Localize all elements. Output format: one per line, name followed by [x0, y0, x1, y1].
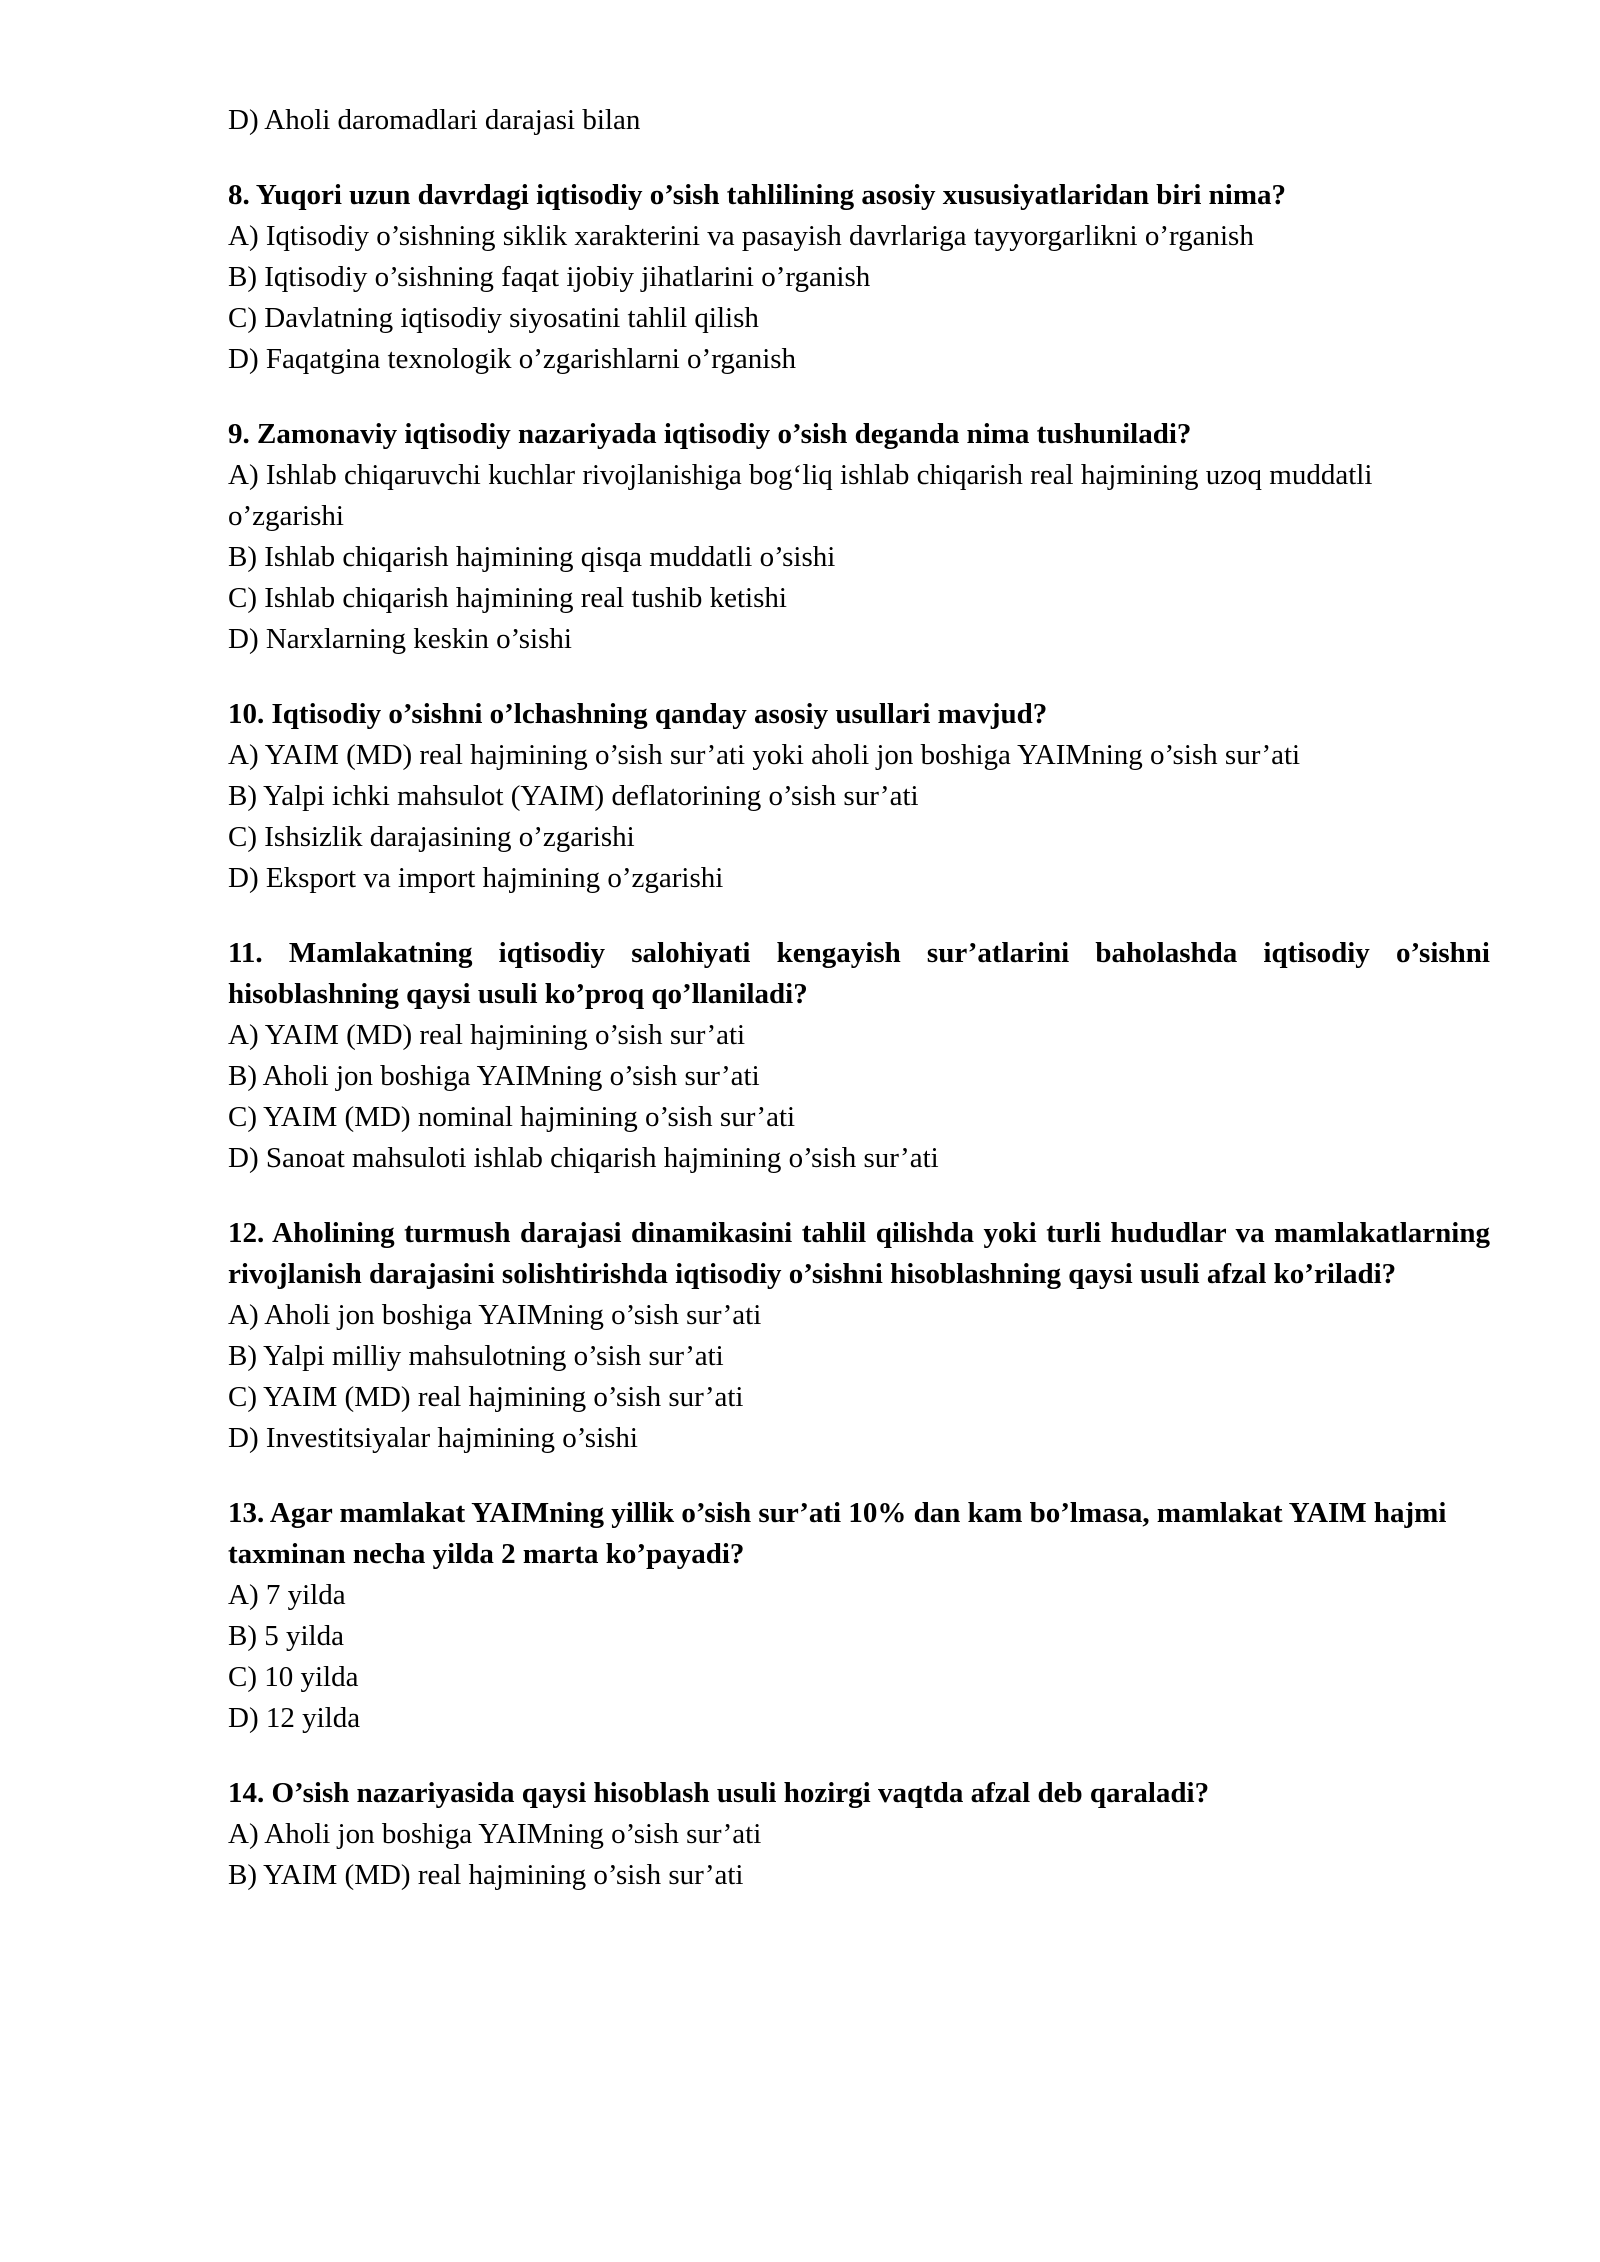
question-block-9: [228, 414, 1490, 660]
option-list: [228, 216, 1490, 380]
continued-option-d: D) Aholi daromadlari darajasi bilan: [228, 104, 641, 136]
option-b[interactable]: B) Yalpi milliy mahsulotning o’sish sur’ati: [228, 1340, 724, 1372]
option-list: [228, 735, 1490, 899]
option-c[interactable]: C) Ishlab chiqarish hajmining real tushib ketishi: [228, 582, 787, 614]
question-heading: 13. Agar mamlakat YAIMning yillik o’sish sur’ati 10% dan kam bo’lmasa, mamlakat YAIM hajmi taxminan necha yilda 2 marta ko’payadi?: [228, 1497, 1447, 1570]
question-block-11: [228, 933, 1490, 1179]
option-b[interactable]: B) YAIM (MD) real hajmining o’sish sur’ati: [228, 1859, 744, 1891]
option-b[interactable]: B) Ishlab chiqarish hajmining qisqa muddatli o’sishi: [228, 541, 836, 573]
option-a[interactable]: A) 7 yilda: [228, 1579, 346, 1611]
option-c[interactable]: C) Davlatning iqtisodiy siyosatini tahlil qilish: [228, 302, 759, 334]
option-a[interactable]: A) Ishlab chiqaruvchi kuchlar rivojlanishiga bog‘liq ishlab chiqarish real hajmining uzoq muddatli o’zgarishi: [228, 459, 1373, 532]
option-d[interactable]: D) Sanoat mahsuloti ishlab chiqarish hajmining o’sish sur’ati: [228, 1142, 939, 1174]
option-b[interactable]: B) Aholi jon boshiga YAIMning o’sish sur’ati: [228, 1060, 760, 1092]
option-b[interactable]: B) Yalpi ichki mahsulot (YAIM) deflatorining o’sish sur’ati: [228, 780, 919, 812]
question-block-8: [228, 175, 1490, 380]
question-block-14: [228, 1773, 1490, 1896]
option-d[interactable]: D) 12 yilda: [228, 1702, 361, 1734]
option-a[interactable]: A) Aholi jon boshiga YAIMning o’sish sur’ati: [228, 1299, 762, 1331]
question-heading: 12. Aholining turmush darajasi dinamikasini tahlil qilishda yoki turli hududlar va mamlakatlarning rivojlanish darajasini solishtirishda iqtisodiy o’sishni hisoblashning qaysi usuli afzal ko’riladi?: [228, 1217, 1490, 1290]
question-block-10: [228, 694, 1490, 899]
question-heading: 8. Yuqori uzun davrdagi iqtisodiy o’sish tahlilining asosiy xususiyatlaridan biri nima?: [228, 179, 1286, 211]
option-list: [228, 1015, 1490, 1179]
option-list: [228, 455, 1490, 660]
option-d[interactable]: D) Eksport va import hajmining o’zgarishi: [228, 862, 724, 894]
option-c[interactable]: C) YAIM (MD) real hajmining o’sish sur’ati: [228, 1381, 744, 1413]
question-heading: 11. Mamlakatning iqtisodiy salohiyati kengayish sur’atlarini baholashda iqtisodiy o’sishni hisoblashning qaysi usuli ko’proq qo’llaniladi?: [228, 937, 1490, 1010]
question-heading: 10. Iqtisodiy o’sishni o’lchashning qanday asosiy usullari mavjud?: [228, 698, 1048, 730]
option-c[interactable]: C) 10 yilda: [228, 1661, 359, 1693]
option-a[interactable]: A) YAIM (MD) real hajmining o’sish sur’ati: [228, 1019, 746, 1051]
question-block-12: [228, 1213, 1490, 1459]
question-heading: 14. O’sish nazariyasida qaysi hisoblash usuli hozirgi vaqtda afzal deb qaraladi?: [228, 1777, 1210, 1809]
option-c[interactable]: C) Ishsizlik darajasining o’zgarishi: [228, 821, 635, 853]
option-a[interactable]: A) YAIM (MD) real hajmining o’sish sur’ati yoki aholi jon boshiga YAIMning o’sish sur’ati: [228, 739, 1301, 771]
option-c[interactable]: C) YAIM (MD) nominal hajmining o’sish sur’ati: [228, 1101, 796, 1133]
document-content: [228, 100, 1490, 1896]
option-a[interactable]: A) Aholi jon boshiga YAIMning o’sish sur’ati: [228, 1818, 762, 1850]
option-d[interactable]: D) Narxlarning keskin o’sishi: [228, 623, 572, 655]
option-list: [228, 1295, 1490, 1459]
option-b[interactable]: B) Iqtisodiy o’sishning faqat ijobiy jihatlarini o’rganish: [228, 261, 871, 293]
question-block-13: [228, 1493, 1490, 1739]
option-a[interactable]: A) Iqtisodiy o’sishning siklik xarakterini va pasayish davrlariga tayyorgarlikni o’rganish: [228, 220, 1254, 252]
question-heading: 9. Zamonaviy iqtisodiy nazariyada iqtisodiy o’sish deganda nima tushuniladi?: [228, 418, 1192, 450]
option-list: [228, 1575, 1490, 1739]
option-d[interactable]: D) Faqatgina texnologik o’zgarishlarni o’rganish: [228, 343, 797, 375]
option-d[interactable]: D) Investitsiyalar hajmining o’sishi: [228, 1422, 638, 1454]
option-list: [228, 1814, 1490, 1896]
option-b[interactable]: B) 5 yilda: [228, 1620, 344, 1652]
